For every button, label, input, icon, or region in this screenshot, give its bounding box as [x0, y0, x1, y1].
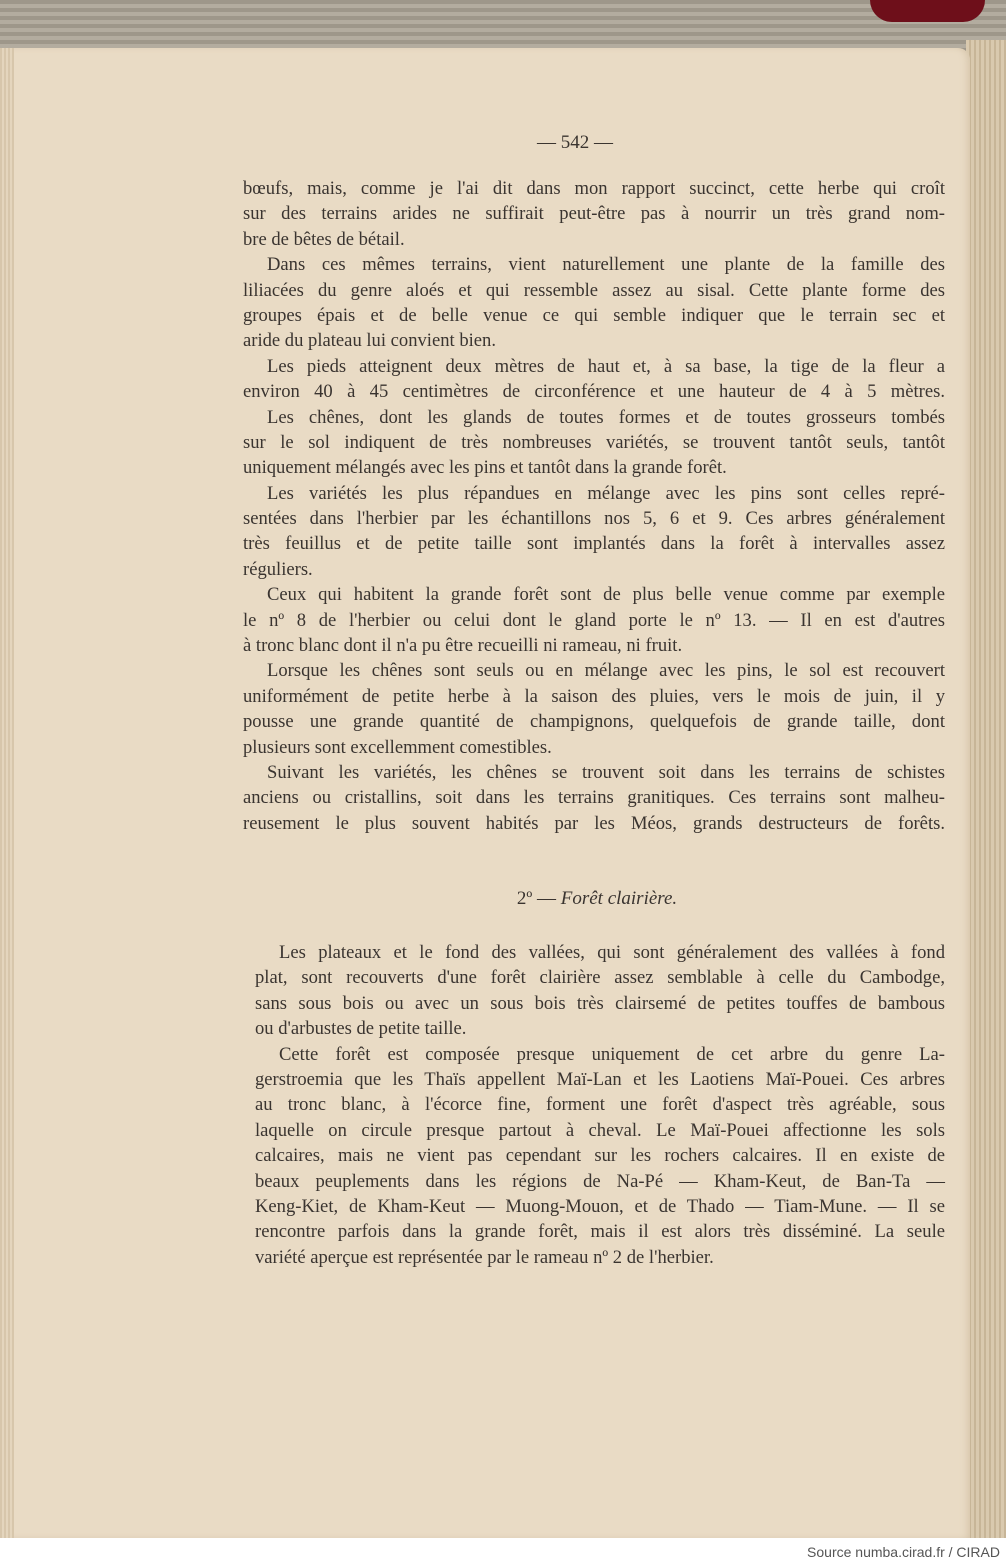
- paragraph: [243, 760, 945, 836]
- page-stack-edge: [966, 40, 1006, 1540]
- text-line: très feuillus et de petite taille sont implantés dans la forêt à intervalles assez: [243, 533, 945, 555]
- text-line: Lorsque les chênes sont seuls ou en mélange avec les pins, le sol est recouvert: [267, 660, 945, 682]
- text-line: à tronc blanc dont il n'a pu être recueilli ni rameau, ni fruit.: [243, 635, 683, 657]
- source-credit: Source numba.cirad.fr / CIRAD: [807, 1544, 1000, 1560]
- text-line: anciens ou cristallins, soit dans les terrains granitiques. Ces terrains sont malheu-: [243, 787, 945, 809]
- paragraph: [255, 940, 945, 1042]
- paragraph: [243, 405, 945, 481]
- text-line: Cette forêt est composée presque uniquement de cet arbre du genre La-: [279, 1043, 945, 1065]
- text-line: plusieurs sont excellemment comestibles.: [243, 736, 552, 758]
- text-line: plat, sont recouverts d'une forêt clairière assez semblable à celle du Cambodge,: [255, 967, 945, 989]
- paragraph: [243, 658, 945, 760]
- text-line: uniformément de petite herbe à la saison des pluies, vers le mois de juin, il y: [243, 685, 945, 707]
- text-line: groupes épais et de belle venue ce qui semble indiquer que le terrain sec et: [243, 304, 945, 326]
- section-heading: [420, 888, 774, 910]
- book-top-edge: [0, 0, 1006, 52]
- text-line: Les pieds atteignent deux mètres de haut et, à sa base, la tige de la fleur a: [267, 355, 945, 377]
- text-line: laquelle on circule presque partout à cheval. Le Maï-Pouei affectionne les sols: [255, 1119, 945, 1141]
- text-block-1: [243, 176, 945, 836]
- text-line: Ceux qui habitent la grande forêt sont de plus belle venue comme par exemple: [267, 584, 945, 606]
- text-line: Keng-Kiet, de Kham-Keut — Muong-Mouon, et de Thado — Tiam-Mune. — Il se: [255, 1195, 945, 1217]
- paragraph: [255, 1042, 945, 1271]
- text-line: calcaires, mais ne vient pas cependant sur les rochers calcaires. Il en existe de: [255, 1145, 945, 1167]
- text-line: pousse une grande quantité de champignons, quelquefois de grande taille, dont: [243, 711, 945, 733]
- text-line: liliacées du genre aloés et qui ressemble assez au sisal. Cette plante forme des: [243, 279, 945, 301]
- text-line: Suivant les variétés, les chênes se trouvent soit dans les terrains de schistes: [267, 761, 945, 783]
- text-line: sur le sol indiquent de très nombreuses variétés, se trouvent tantôt seuls, tantôt: [243, 431, 945, 453]
- text-line: aride du plateau lui convient bien.: [243, 330, 496, 352]
- text-line: ou d'arbustes de petite taille.: [255, 1018, 467, 1040]
- text-line: reusement le plus souvent habités par les Méos, grands destructeurs de forêts.: [243, 812, 945, 834]
- text-line: sur des terrains arides ne suffirait peut-être pas à nourrir un très grand nom-: [243, 203, 945, 225]
- text-line: bre de bêtes de bétail.: [243, 228, 405, 250]
- paragraph: [243, 481, 945, 583]
- paragraph: [243, 354, 945, 405]
- text-line: réguliers.: [243, 558, 313, 580]
- text-line: rencontre parfois dans la grande forêt, mais il est alors très disséminé. La seule: [255, 1221, 945, 1243]
- page-number: — 542 —: [537, 132, 613, 153]
- text-line: le nº 8 de l'herbier ou celui dont le gland porte le nº 13. — Il en est d'autres: [243, 609, 945, 631]
- text-line: bœufs, mais, comme je l'ai dit dans mon rapport succinct, cette herbe qui croît: [243, 178, 945, 199]
- text-line: sentées dans l'herbier par les échantillons nos 5, 6 et 9. Ces arbres généralement: [243, 508, 945, 530]
- text-line: Les variétés les plus répandues en mélange avec les pins sont celles repré-: [267, 482, 945, 504]
- text-block-2: [255, 940, 945, 1270]
- paragraph: [243, 582, 945, 658]
- bookmark-ribbon: [870, 0, 985, 22]
- section-title: Forêt clairière.: [560, 888, 678, 909]
- text-line: uniquement mélangés avec les pins et tantôt dans la grande forêt.: [243, 457, 727, 479]
- text-line: au tronc blanc, à l'écorce fine, forment une forêt d'aspect très agréable, sous: [255, 1094, 945, 1116]
- paragraph: [243, 176, 945, 252]
- text-line: Les plateaux et le fond des vallées, qui sont généralement des vallées à fond: [279, 942, 945, 963]
- text-line: sans sous bois ou avec un sous bois très clairsemé de petites touffes de bambous: [255, 992, 945, 1014]
- page-gutter-edge: [0, 48, 14, 1538]
- text-line: Dans ces mêmes terrains, vient naturellement une plante de la famille des: [267, 254, 945, 276]
- text-line: beaux peuplements dans les régions de Na-Pé — Kham-Keut, de Ban-Ta —: [255, 1170, 945, 1192]
- text-line: Les chênes, dont les glands de toutes formes et de toutes grosseurs tombés: [267, 406, 945, 428]
- section-number: 2º —: [516, 888, 556, 909]
- text-line: gerstroemia que les Thaïs appellent Maï-Lan et les Laotiens Maï-Pouei. Ces arbres: [255, 1068, 945, 1090]
- paragraph: [243, 252, 945, 354]
- text-line: environ 40 à 45 centimètres de circonférence et une hauteur de 4 à 5 mètres.: [243, 381, 945, 403]
- text-line: variété aperçue est représentée par le rameau nº 2 de l'herbier.: [255, 1246, 714, 1268]
